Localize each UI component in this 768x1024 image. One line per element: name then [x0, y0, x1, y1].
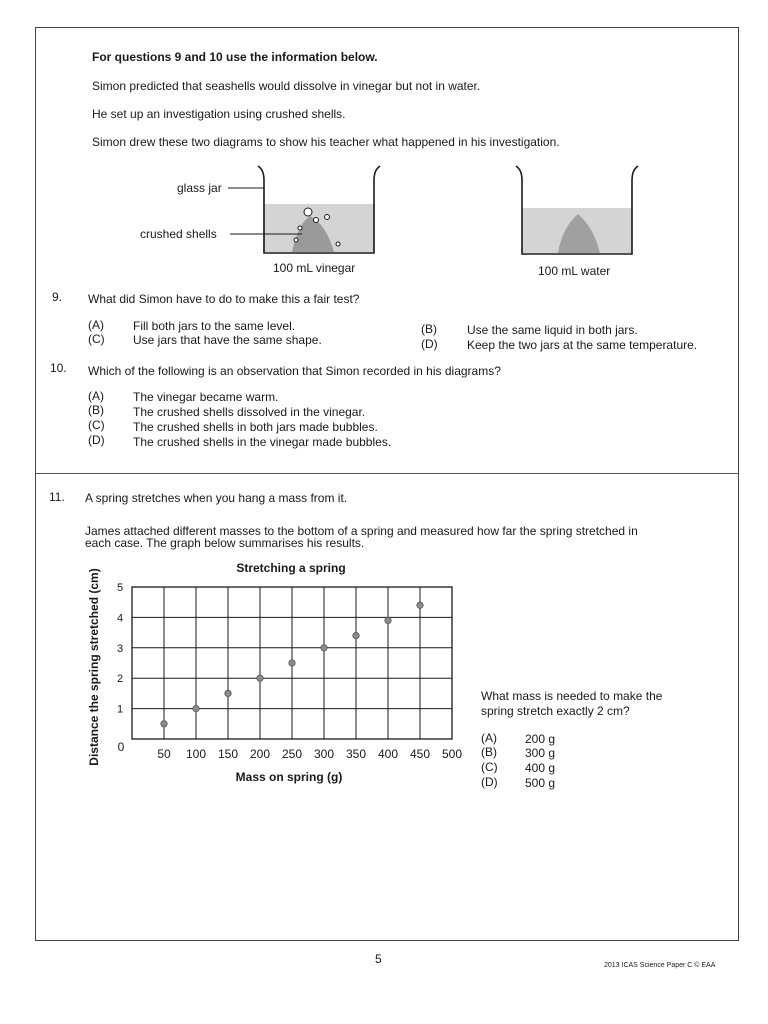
chart-data-point [417, 602, 423, 608]
q9-option-c-text[interactable]: Use jars that have the same shape. [133, 333, 322, 347]
q11-question: A spring stretches when you hang a mass from it. [85, 491, 348, 505]
q11-option-c-letter: (C) [481, 760, 498, 774]
q11-option-a-text[interactable]: 200 g [525, 732, 556, 746]
chart-x-tick-label: 250 [281, 747, 303, 761]
chart-x-tick-label: 400 [377, 747, 399, 761]
q10-question: Which of the following is an observation that Simon recorded in his diagrams? [88, 364, 501, 378]
spring-chart [80, 555, 465, 790]
q9-option-d-letter: (D) [421, 337, 438, 351]
q11-description-1: James attached different masses to the bottom of a spring and measured how far the spring stretched in [85, 524, 638, 538]
vinegar-jar [228, 166, 380, 253]
q11-option-c-text[interactable]: 400 g [525, 761, 556, 775]
chart-x-tick-label: 500 [441, 747, 463, 761]
chart-y-tick-label: 4 [116, 612, 124, 625]
chart-x-tick-label: 100 [185, 747, 207, 761]
q11-option-d-letter: (D) [481, 775, 498, 789]
chart-x-tick-label: 200 [249, 747, 271, 761]
q9-option-a-letter: (A) [88, 318, 104, 332]
q11-number: 11. [49, 490, 65, 504]
water-caption: 100 mL water [538, 264, 611, 278]
chart-data-point [161, 721, 167, 727]
q9-option-c-letter: (C) [88, 332, 105, 346]
chart-y-tick-label: 5 [116, 582, 124, 594]
water-jar [516, 166, 638, 254]
q9-number: 9. [52, 290, 63, 304]
q11-description-2: each case. The graph below summarises his results. [85, 536, 365, 550]
bubble-icon [325, 215, 330, 220]
chart-data-point [289, 660, 295, 666]
page-number: 5 [375, 952, 382, 966]
bubble-icon [314, 218, 319, 223]
chart-data-point [225, 690, 231, 696]
chart-y-ticks [117, 582, 123, 716]
bubble-icon [298, 226, 302, 230]
chart-data-point [385, 617, 391, 623]
chart-x-axis-label: Mass on spring (g) [235, 770, 343, 784]
footer-credit: 2013 ICAS Science Paper C © EAA [604, 962, 716, 969]
q11-option-d-text[interactable]: 500 g [525, 776, 556, 790]
chart-y-tick-label: 3 [116, 642, 124, 655]
vinegar-caption: 100 mL vinegar [273, 261, 356, 275]
q11-side-question-2: spring stretch exactly 2 cm? [481, 704, 630, 718]
chart-x-ticks [157, 747, 462, 761]
bubble-icon [336, 242, 340, 246]
q10-option-c-text[interactable]: The crushed shells in both jars made bubbles. [133, 420, 378, 434]
crushed-shells-label: crushed shells [140, 227, 217, 241]
chart-x-tick-label: 50 [157, 747, 171, 761]
q10-number: 10. [50, 361, 67, 375]
bubble-icon [304, 208, 312, 216]
chart-x-tick-label: 300 [313, 747, 335, 761]
chart-data-point [193, 705, 199, 711]
q10-option-a-letter: (A) [88, 389, 104, 403]
chart-data-point [353, 632, 359, 638]
q11-option-a-letter: (A) [481, 731, 497, 745]
section-divider [36, 473, 738, 474]
intro-heading: For questions 9 and 10 use the information below. [92, 50, 378, 64]
q9-option-b-letter: (B) [421, 322, 437, 336]
chart-y-axis-label: Distance the spring stretched (cm) [87, 568, 101, 766]
q10-option-a-text[interactable]: The vinegar became warm. [133, 390, 279, 404]
q10-option-b-letter: (B) [88, 403, 104, 417]
chart-origin-label: 0 [117, 740, 125, 754]
chart-x-tick-label: 450 [409, 747, 431, 761]
intro-line-2: He set up an investigation using crushed shells. [92, 107, 346, 121]
q10-option-d-text[interactable]: The crushed shells in the vinegar made bubbles. [133, 435, 392, 449]
chart-title: Stretching a spring [236, 561, 346, 575]
chart-data-point [257, 675, 263, 681]
chart-y-tick-label: 1 [116, 703, 124, 716]
q11-side-question-1: What mass is needed to make the [481, 689, 663, 703]
q10-option-d-letter: (D) [88, 433, 105, 447]
q11-option-b-text[interactable]: 300 g [525, 746, 556, 760]
q10-option-b-text[interactable]: The crushed shells dissolved in the vinegar. [133, 405, 366, 419]
chart-data-point [321, 645, 327, 651]
intro-line-3: Simon drew these two diagrams to show his teacher what happened in his investigation. [92, 135, 560, 149]
glass-jar-label: glass jar [177, 181, 222, 195]
bubble-icon [294, 238, 298, 242]
q9-option-b-text[interactable]: Use the same liquid in both jars. [467, 323, 638, 337]
chart-x-tick-label: 350 [345, 747, 367, 761]
q9-question: What did Simon have to do to make this a fair test? [88, 292, 360, 306]
intro-line-1: Simon predicted that seashells would dissolve in vinegar but not in water. [92, 79, 481, 93]
q10-option-c-letter: (C) [88, 418, 105, 432]
q9-option-d-text[interactable]: Keep the two jars at the same temperature. [467, 338, 698, 352]
q9-option-a-text[interactable]: Fill both jars to the same level. [133, 319, 296, 333]
chart-y-tick-label: 2 [116, 673, 124, 686]
chart-x-tick-label: 150 [217, 747, 239, 761]
q11-option-b-letter: (B) [481, 745, 497, 759]
